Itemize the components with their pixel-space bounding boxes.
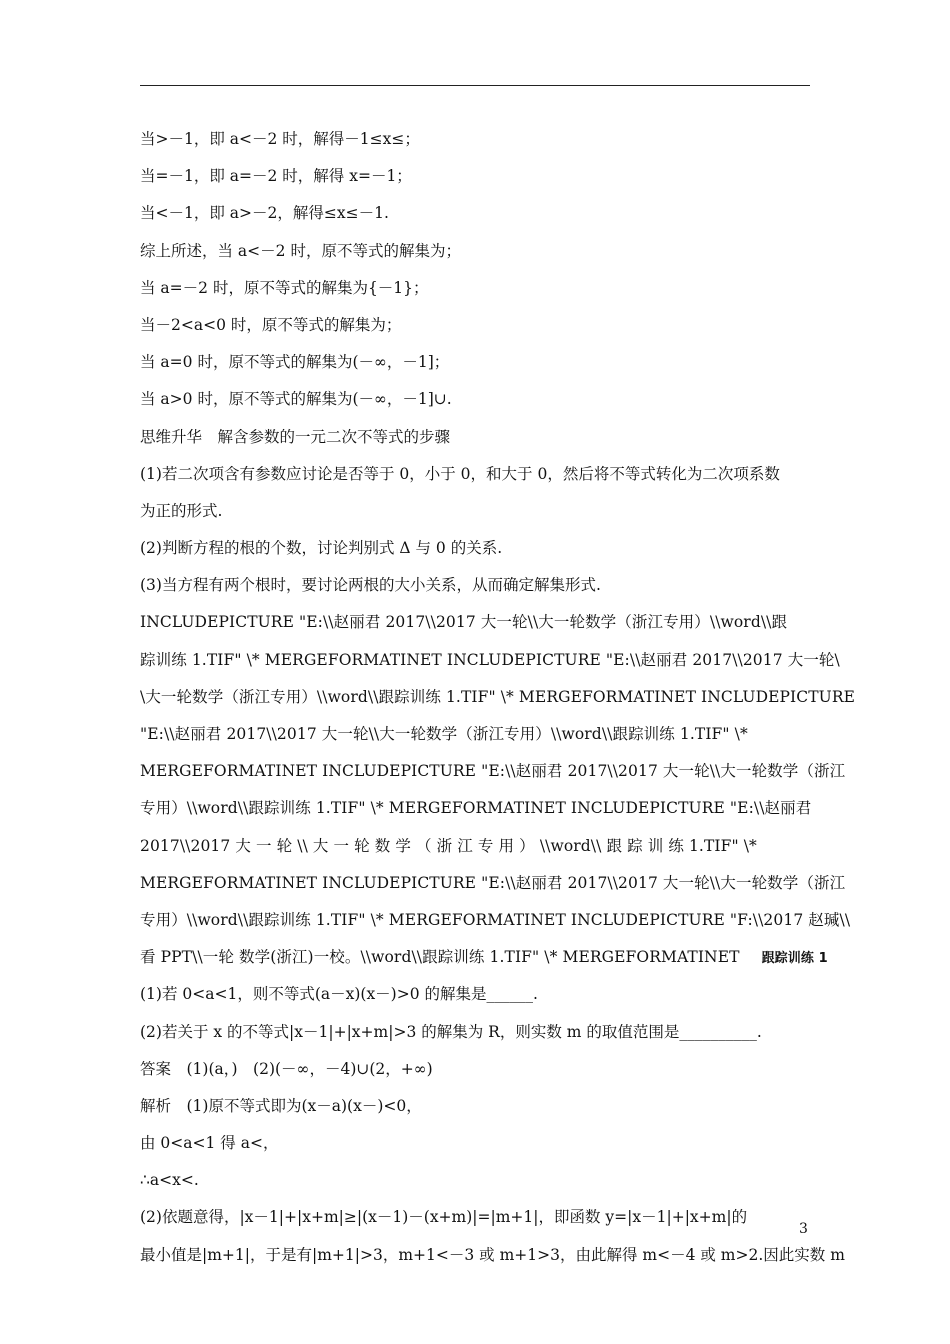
practice-badge: 跟踪训练 1 bbox=[761, 951, 828, 967]
field-code-line: \大一轮数学（浙江专用）\\word\\跟踪训练 1.TIF" \* MERGEFORMATINET INCLUDEPICTURE bbox=[140, 687, 856, 706]
text-line: 当－2<a<0 时，原不等式的解集为； bbox=[140, 315, 402, 334]
answer-line: 答案 (1)(a，) (2)(－∞，－4)∪(2，+∞) bbox=[140, 1059, 433, 1078]
text-line: (2)判断方程的根的个数，讨论判别式 Δ 与 0 的关系. bbox=[140, 539, 503, 558]
text-line: 当=－1，即 a=－2 时，解得 x=－1； bbox=[140, 167, 412, 186]
text-line: 为正的形式. bbox=[140, 501, 223, 520]
text-line: (3)当方程有两个根时，要讨论两根的大小关系，从而确定解集形式. bbox=[140, 576, 601, 595]
field-code-line: "E:\\赵丽君 2017\\2017 大一轮\\大一轮数学（浙江专用）\\word\\跟踪训练 1.TIF" \* bbox=[140, 725, 748, 743]
header-rule bbox=[140, 85, 810, 86]
text-line: 最小值是|m+1|，于是有|m+1|>3，m+1<－3 或 m+1>3，由此解得 m<－4 或 m>2.因此实数 m bbox=[140, 1245, 845, 1264]
field-code-text: 看 PPT\\一轮 数学(浙江)一校。\\word\\跟踪训练 1.TIF" \* MERGEFORMATINET bbox=[140, 948, 740, 967]
question-line: (1)若 0<a<1，则不等式(a－x)(x－)>0 的解集是______. bbox=[140, 985, 538, 1004]
text-line: 综上所述，当 a<－2 时，原不等式的解集为； bbox=[140, 241, 461, 260]
field-code-line: MERGEFORMATINET INCLUDEPICTURE "E:\\赵丽君 2017\\2017 大一轮\\大一轮数学（浙江 bbox=[140, 762, 846, 781]
field-code-line: MERGEFORMATINET INCLUDEPICTURE "E:\\赵丽君 2017\\2017 大一轮\\大一轮数学（浙江 bbox=[140, 873, 846, 892]
text-line: 当 a=－2 时，原不等式的解集为{－1}； bbox=[140, 278, 429, 297]
text-line: 当>－1，即 a<－2 时，解得－1≤x≤； bbox=[140, 130, 420, 148]
text-line: ∴a<x<. bbox=[140, 1171, 199, 1190]
field-code-line: 踪训练 1.TIF" \* MERGEFORMATINET INCLUDEPICTURE "E:\\赵丽君 2017\\2017 大一轮\ bbox=[140, 650, 840, 669]
analysis-line: 解析 (1)原不等式即为(x－a)(x－)<0， bbox=[140, 1096, 422, 1115]
section-heading: 思维升华 解含参数的一元二次不等式的步骤 bbox=[140, 427, 451, 446]
text-line: 当 a=0 时，原不等式的解集为(－∞，－1]； bbox=[140, 353, 450, 372]
field-code-line: INCLUDEPICTURE "E:\\赵丽君 2017\\2017 大一轮\\大一轮数学（浙江专用）\\word\\跟 bbox=[140, 613, 788, 632]
text-line: 当<－1，即 a>－2，解得≤x≤－1. bbox=[140, 204, 389, 223]
text-line: 当 a>0 时，原不等式的解集为(－∞，－1]∪. bbox=[140, 390, 452, 409]
field-code-line: 2017\\2017 大 一 轮 \\ 大 一 轮 数 学 （ 浙 江 专 用 ） \\word\\ 跟 踪 训 练 1.TIF" \* bbox=[140, 836, 757, 855]
field-code-line: 专用）\\word\\跟踪训练 1.TIF" \* MERGEFORMATINET INCLUDEPICTURE "E:\\赵丽君 bbox=[140, 799, 812, 818]
page-number: 3 bbox=[799, 1221, 808, 1237]
question-line: (2)若关于 x 的不等式|x－1|+|x+m|>3 的解集为 R，则实数 m 的取值范围是__________. bbox=[140, 1022, 762, 1041]
page-body bbox=[140, 121, 856, 1274]
text-line: (1)若二次项含有参数应讨论是否等于 0，小于 0，和大于 0，然后将不等式转化为二次项系数 bbox=[140, 464, 780, 483]
field-code-line bbox=[140, 939, 828, 976]
text-line: (2)依题意得，|x－1|+|x+m|≥|(x－1)－(x+m)|=|m+1|，即函数 y=|x－1|+|x+m|的 bbox=[140, 1208, 748, 1227]
text-line: 由 0<a<1 得 a<， bbox=[140, 1134, 279, 1153]
field-code-line: 专用）\\word\\跟踪训练 1.TIF" \* MERGEFORMATINET INCLUDEPICTURE "F:\\2017 赵瑊\\ bbox=[140, 910, 851, 929]
